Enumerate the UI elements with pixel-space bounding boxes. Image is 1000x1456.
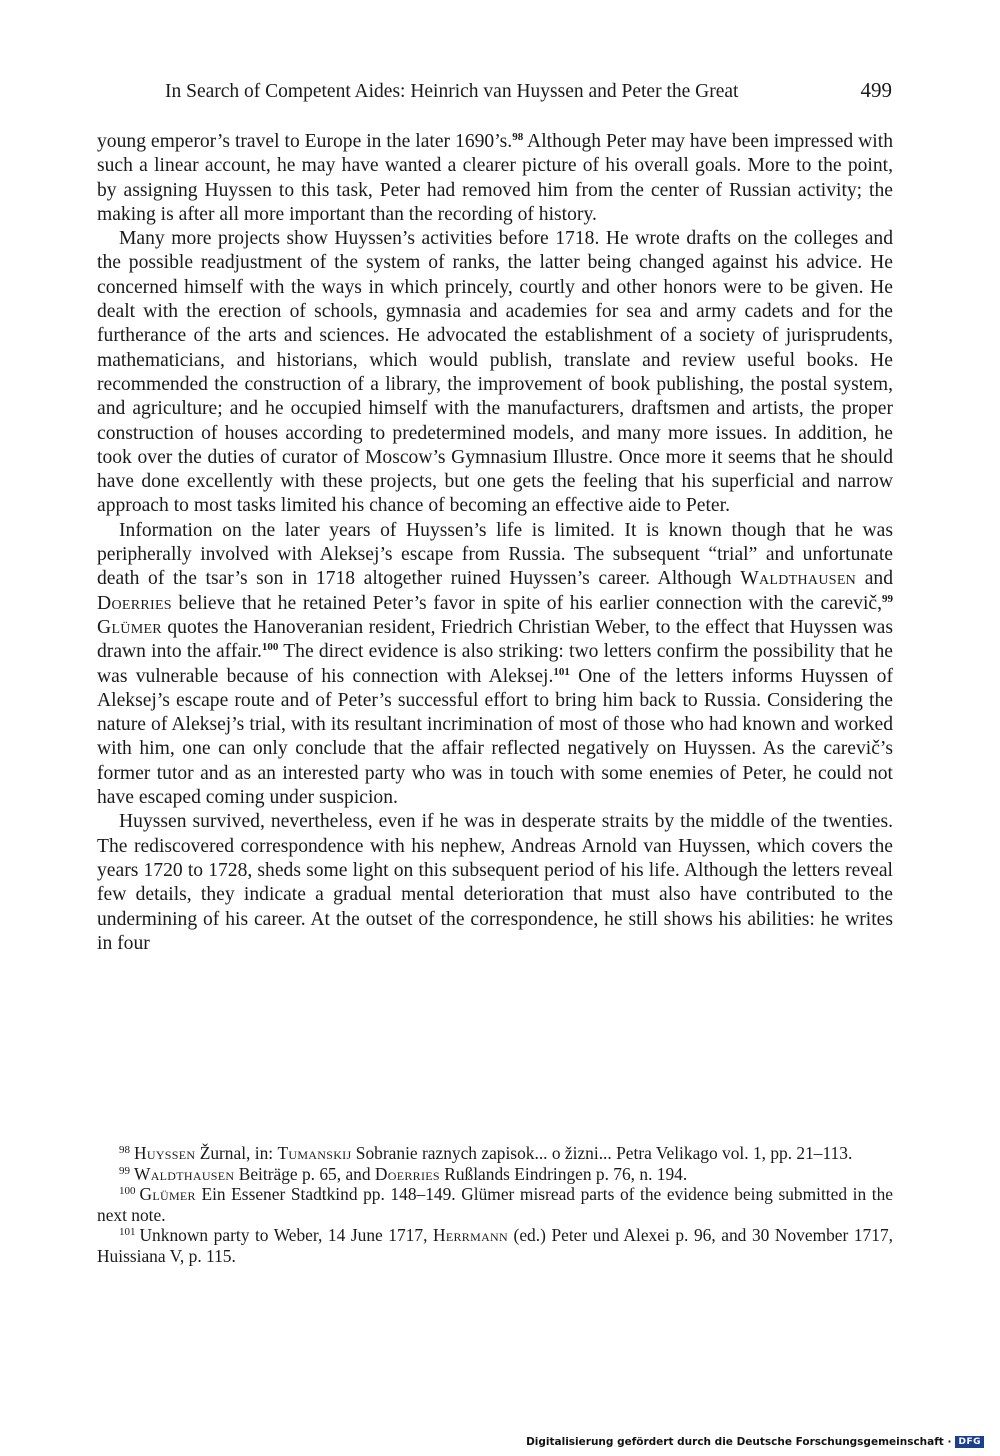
author-name: Glümer <box>97 616 162 638</box>
paragraph-3 <box>97 519 893 811</box>
paragraph-text: One of the letters informs Huyssen of Aleksej’s escape route and of Peter’s successful effort to bring him back to Russia. Considering the nature of Aleksej’s trial, with its resultant incrimination of most of those who had known and worked with him, one can only conclude that the affair reflected negatively on Huyssen. As the carevič’s former tutor and as an interested party who was in touch with some enemies of Peter, he could not have escaped coming under suspicion. <box>97 665 893 809</box>
footnote-98 <box>97 1143 893 1164</box>
running-header <box>165 78 892 103</box>
footnote-number: 100 <box>119 1185 136 1197</box>
footnote-text: Žurnal, in: <box>195 1143 278 1163</box>
paragraph-text: quotes the Hanoveranian resident, Friedrich Christian Weber, to the effect that Huyssen was drawn into the affair. <box>97 616 893 663</box>
paragraph-text: Although Peter may have been impressed with such a linear account, he may have wanted a clearer picture of his overall goals. More to the point, by assigning Huyssen to this task, Peter had removed him from the center of Russian activity; the making is after all more important than the recording of history. <box>97 131 893 225</box>
footnote-text: (ed.) Peter und Alexei p. 96, and 30 November 1717, Huissiana V, p. 115. <box>97 1225 893 1266</box>
footnote-number: 101 <box>119 1226 136 1238</box>
footnote-ref-100[interactable]: 100 <box>261 641 279 654</box>
footnote-text: Ein Essener Stadtkind pp. 148–149. Glümer misread parts of the evidence being submitted in the next note. <box>97 1184 893 1225</box>
author-name: Doerries <box>97 592 172 614</box>
footnote-ref-101[interactable]: 101 <box>553 665 570 678</box>
author-name: Doerries <box>374 1163 440 1184</box>
paragraph-text: young emperor’s travel to Europe in the later 1690’s. <box>97 131 513 152</box>
paragraph-text: and <box>856 568 893 590</box>
paragraph-text: believe that he retained Peter’s favor in spite of his earlier connection with the carevič, <box>171 592 882 614</box>
paragraph-4: Huyssen survived, nevertheless, even if he was in desperate straits by the middle of the twenties. The rediscovered correspondence with his nephew, Andreas Arnold van Huyssen, which covers the years 1720 to 1728, sheds some light on this subsequent period of his life. Although the letters reveal few details, they indicate a gradual mental deterioration that must also have contributed to the undermining of his career. At the outset of the correspondence, he still shows his abilities: he writes in four <box>97 811 893 954</box>
footnote-text: Beiträge p. 65, and <box>234 1163 375 1184</box>
digitization-footer <box>526 1436 984 1448</box>
footnote-101 <box>97 1225 893 1266</box>
running-title: In Search of Competent Aides: Heinrich van Huyssen and Peter the Great <box>165 81 739 102</box>
main-text <box>97 130 893 956</box>
dfg-logo-icon: DFG <box>955 1436 984 1448</box>
author-name: Huyssen <box>134 1143 196 1163</box>
footnote-99 <box>97 1164 893 1185</box>
author-name: Tumanskij <box>277 1143 352 1163</box>
page-number: 499 <box>860 78 892 102</box>
paragraph-2: Many more projects show Huyssen’s activities before 1718. He wrote drafts on the colleges and the possible readjustment of the system of ranks, the latter being changed against his advice. He concerned himself with the ways in which princely, courtly and other honors were to be given. He dealt with the erection of schools, gymnasia and academies for sea and army cadets and for the furtherance of the arts and sciences. He advocated the establishment of a society of jurisprudents, mathematicians, and historians, which would publish, translate and review useful books. He recommended the construction of a library, the improvement of book publishing, the postal system, and agriculture; and he occupied himself with the manufacturers, draftsmen and artists, the proper construction of houses according to predetermined models, and many more issues. In addition, he took over the duties of curator of Moscow’s Gymnasium Illustre. Once more it seems that he should have done excellently with these projects, but one gets the feeling that his superficial and narrow approach to most tasks limited his chance of becoming an effective aide to Peter. <box>97 228 893 517</box>
footnote-number: 99 <box>119 1164 130 1177</box>
paragraph-1 <box>97 130 893 227</box>
footnote-text: Rußlands Eindringen p. 76, n. 194. <box>439 1163 688 1184</box>
author-name: Glümer <box>139 1184 196 1204</box>
footnote-text: Unknown party to Weber, 14 June 1717, <box>139 1225 433 1245</box>
footnote-100 <box>97 1184 893 1225</box>
footnote-text: Sobranie raznych zapisok... o žizni... Petra Velikago vol. 1, pp. 21–113. <box>351 1143 853 1163</box>
paragraph-text: The direct evidence is also striking: two letters confirm the possibility that he was vulnerable because of his connection with Aleksej. <box>97 641 893 687</box>
footnotes <box>97 1143 893 1266</box>
paragraph-text: Information on the later years of Huyssen’s life is limited. It is known though that he was peripherally involved with Aleksej’s escape from Russia. The subsequent “trial” and unfortunate death of the tsar’s son in 1718 altogether ruined Huyssen’s career. Although <box>97 519 893 590</box>
footnote-ref-99[interactable]: 99 <box>882 592 893 605</box>
footnote-number: 98 <box>119 1144 130 1156</box>
author-name: Waldthausen <box>134 1163 235 1184</box>
footnote-ref-98[interactable]: 98 <box>512 131 524 143</box>
author-name: Herrmann <box>433 1225 508 1245</box>
footer-text: Digitalisierung gefördert durch die Deutsche Forschungsgemeinschaft · <box>526 1436 952 1448</box>
author-name: Waldthausen <box>740 568 857 590</box>
